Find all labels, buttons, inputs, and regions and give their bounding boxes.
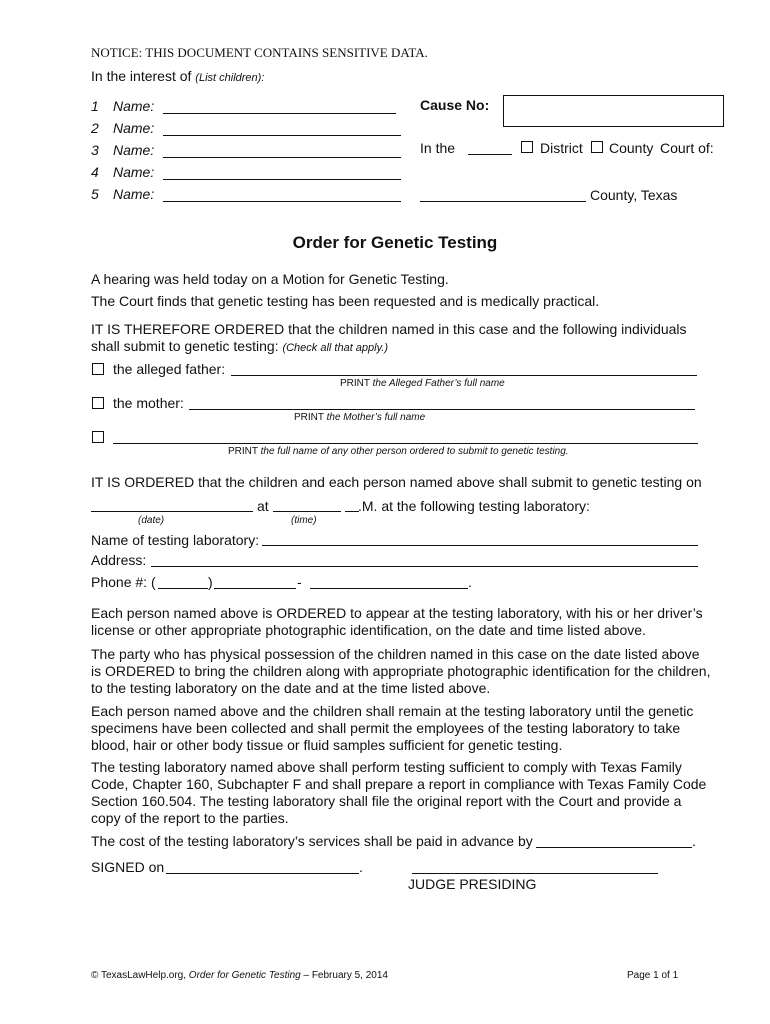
mother-print-hint [294, 412, 425, 423]
phone-close-paren: ) [208, 574, 213, 590]
mother-hint-text: the Mother’s full name [326, 412, 426, 423]
child-name-label: Name: [113, 186, 155, 202]
time-hint: (time) [291, 515, 317, 526]
lab-name-label: Name of testing laboratory: [91, 532, 260, 548]
footer-date: – February 5, 2014 [303, 970, 388, 981]
child-name-label: Name: [113, 164, 155, 180]
other-person-checkbox[interactable] [92, 431, 104, 443]
alleged-father-label: the alleged father: [113, 361, 226, 377]
child-name-field-3[interactable] [163, 157, 401, 158]
testing-laboratory-intro: .M. at the following testing laboratory: [358, 498, 590, 514]
child-name-label: Name: [113, 120, 155, 136]
sensitive-data-notice: NOTICE: THIS DOCUMENT CONTAINS SENSITIVE DATA. [91, 45, 428, 60]
address-label: Address: [91, 552, 147, 568]
child-name-label: Name: [113, 142, 155, 158]
cost-payer-field[interactable] [536, 847, 692, 848]
child-name-field-2[interactable] [163, 135, 401, 136]
therefore-ordered-line-2 [91, 338, 388, 354]
district-checkbox[interactable] [521, 141, 533, 153]
am-pm-field[interactable] [345, 511, 359, 512]
footer-form-name: Order for Genetic Testing [188, 970, 301, 981]
mother-name-field[interactable] [189, 409, 695, 410]
child-name-field-5[interactable] [163, 201, 401, 202]
testing-ordered-statement: IT IS ORDERED that the children and each person named above shall submit to genetic testing on [91, 474, 702, 490]
county-texas-label: County, Texas [590, 187, 678, 203]
phone-prefix-field[interactable] [214, 588, 296, 589]
in-the-label: In the [420, 140, 456, 156]
cost-statement: The cost of the testing laboratory’s services shall be paid in advance by [91, 833, 533, 849]
mother-checkbox[interactable] [92, 397, 104, 409]
footer-copyright [91, 970, 388, 981]
interest-hint: (List children): [195, 72, 265, 84]
child-number: 1 [91, 98, 99, 114]
print-word: PRINT [294, 412, 324, 423]
judge-presiding-label: JUDGE PRESIDING [408, 876, 537, 892]
testing-date-field[interactable] [91, 511, 253, 512]
alleged-father-name-field[interactable] [231, 375, 697, 376]
court-of-label: Court of: [660, 140, 714, 156]
alleged-father-print-hint [340, 378, 505, 389]
hearing-statement: A hearing was held today on a Motion for Genetic Testing. [91, 271, 449, 287]
interest-line [91, 68, 264, 84]
other-person-hint-text: the full name of any other person ordered to submit to genetic testing. [260, 446, 569, 457]
therefore-ordered-line-1: IT IS THEREFORE ORDERED that the children named in this case and the following individuals [91, 321, 687, 337]
page-number: Page 1 of 1 [627, 970, 679, 981]
child-name-label: Name: [113, 98, 155, 114]
signed-period: . [359, 859, 363, 875]
document-title: Order for Genetic Testing [292, 233, 498, 252]
interest-label: In the interest of [91, 68, 192, 84]
phone-area-code-field[interactable] [158, 588, 208, 589]
address-field[interactable] [151, 566, 698, 567]
bring-children-paragraph: The party who has physical possession of the children named in this case on the date listed above is ORDERED to bring the children along with appropriate photographic identification for the children, to the testing laboratory on the date and at the time listed above. [91, 646, 711, 696]
date-hint: (date) [138, 515, 165, 526]
child-number: 2 [91, 120, 99, 136]
phone-line-field[interactable] [310, 588, 468, 589]
county-name-field[interactable] [420, 201, 586, 202]
child-number: 4 [91, 164, 99, 180]
alleged-father-checkbox[interactable] [92, 363, 104, 375]
child-name-field-1[interactable] [163, 113, 396, 114]
alleged-father-hint-text: the Alleged Father’s full name [372, 378, 505, 389]
child-name-field-4[interactable] [163, 179, 401, 180]
laboratory-report-paragraph: The testing laboratory named above shall perform testing sufficient to comply with Texas Family Code, Chapter 160, Subchapter F and shall prepare a report in compliance with Texas Family Code Section 160.504. The testing laboratory shall file the original report with the Court and provide a copy of the report to the parties. [91, 759, 707, 826]
phone-dash: - [297, 574, 302, 590]
child-number: 5 [91, 186, 99, 202]
mother-label: the mother: [113, 395, 184, 411]
phone-label: Phone #: ( [91, 574, 156, 590]
signed-date-field[interactable] [166, 873, 359, 874]
court-number-field[interactable] [468, 154, 512, 155]
judge-signature-line[interactable] [412, 873, 658, 874]
therefore-ordered-text: shall submit to genetic testing: [91, 338, 279, 354]
other-person-name-field[interactable] [113, 443, 698, 444]
cause-number-field[interactable] [503, 95, 724, 127]
copyright-text: © TexasLawHelp.org, [91, 970, 187, 981]
check-all-hint: (Check all that apply.) [282, 342, 389, 354]
court-finding: The Court finds that genetic testing has been requested and is medically practical. [91, 293, 600, 309]
print-word: PRINT [340, 378, 370, 389]
other-person-print-hint [228, 446, 569, 457]
print-word: PRINT [228, 446, 258, 457]
testing-time-field[interactable] [273, 511, 341, 512]
county-label: County [609, 140, 654, 156]
signed-on-label: SIGNED on [91, 859, 165, 875]
cost-period: . [692, 833, 696, 849]
lab-name-field[interactable] [262, 545, 698, 546]
phone-period: . [468, 574, 472, 590]
remain-paragraph: Each person named above and the children shall remain at the testing laboratory until the genetic specimens have been collected and shall permit the employees of the testing laboratory to take blood, hair or other body tissue or fluid samples sufficient for genetic testing. [91, 703, 694, 753]
child-number: 3 [91, 142, 99, 158]
cause-number-label: Cause No: [420, 97, 490, 113]
appear-paragraph: Each person named above is ORDERED to appear at the testing laboratory, with his or her driver’s license or other appropriate photographic identification, on the date and time listed above. [91, 605, 703, 638]
county-checkbox[interactable] [591, 141, 603, 153]
at-label: at [257, 498, 269, 514]
district-label: District [540, 140, 583, 156]
